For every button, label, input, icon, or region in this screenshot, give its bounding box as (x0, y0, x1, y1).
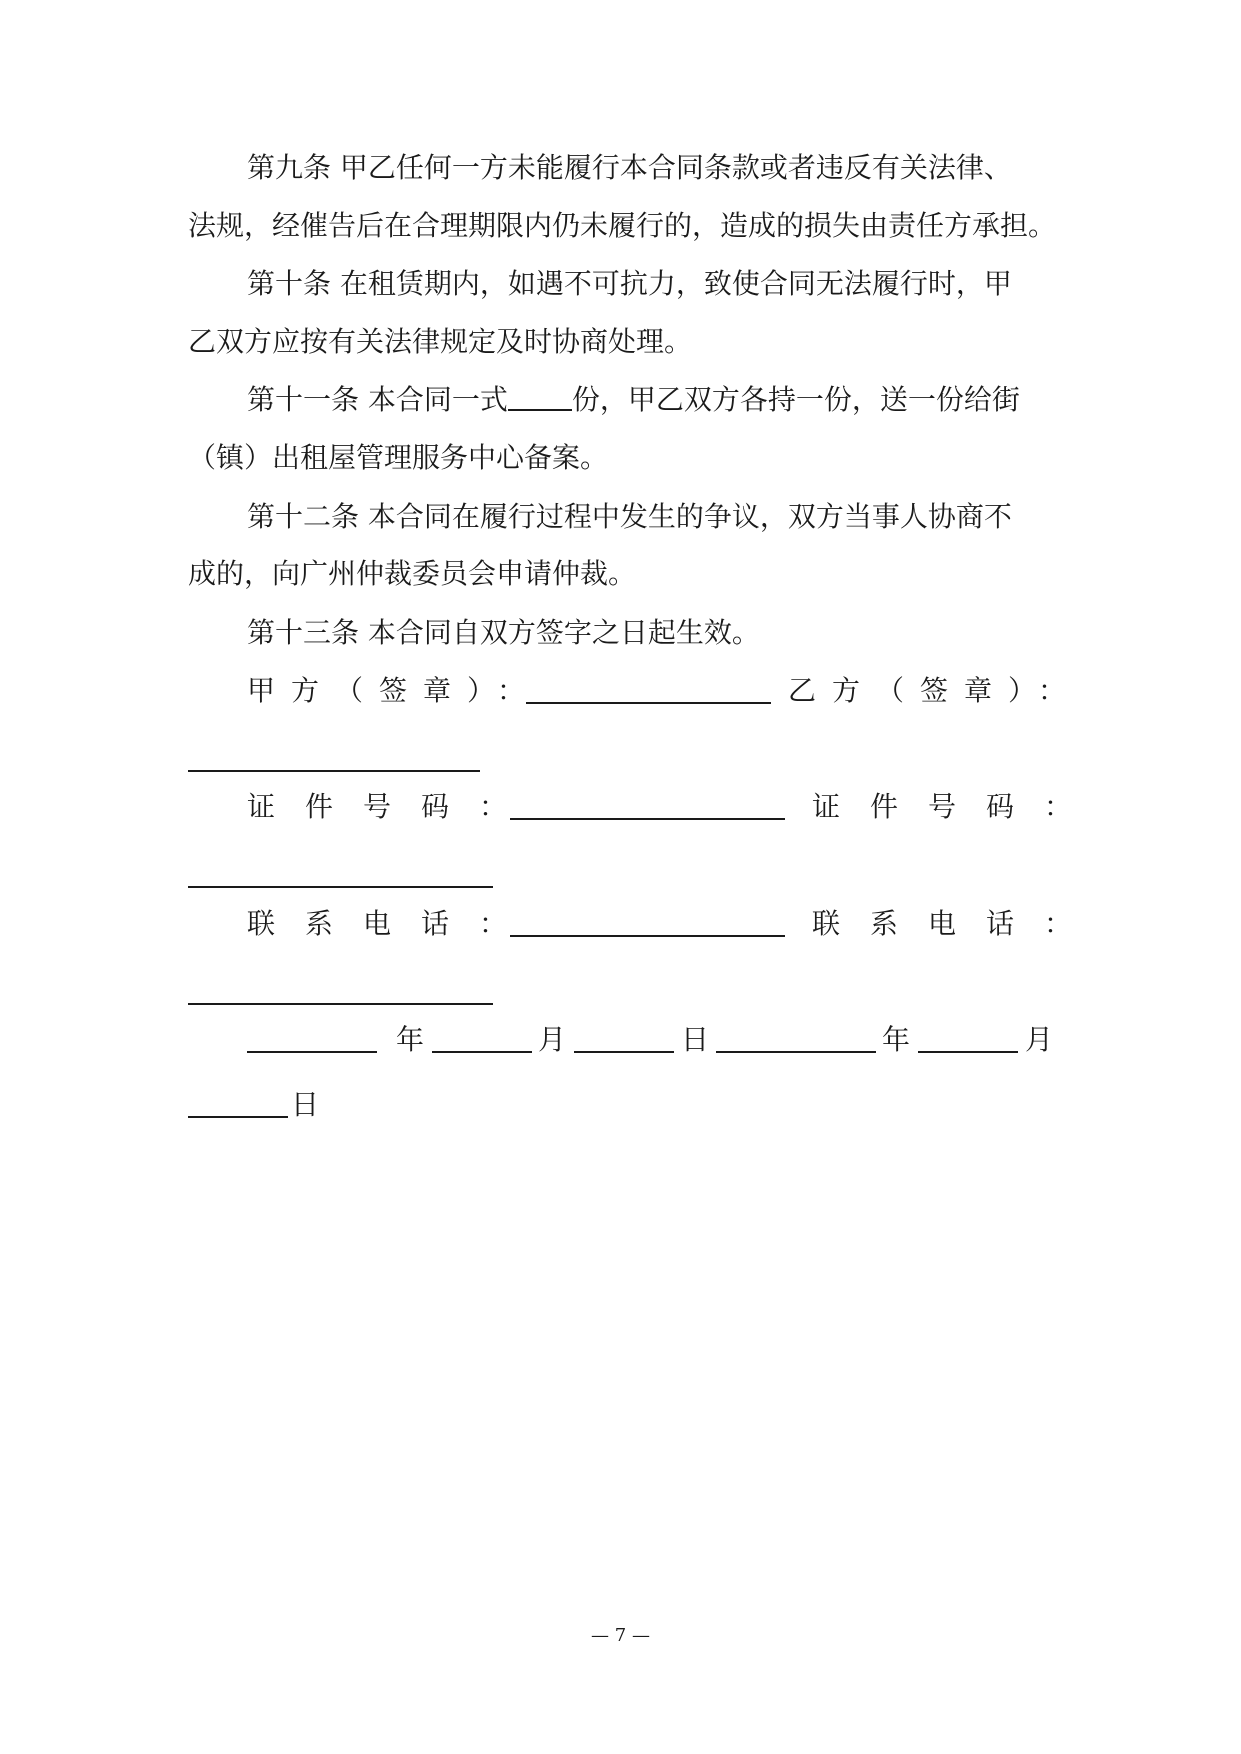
clause-11-line-2: （镇）出租屋管理服务中心备案。 (188, 441, 609, 474)
clause-9-line-2: 法规，经催告后在合理期限内仍未履行的，造成的损失由责任方承担。 (188, 209, 1057, 242)
id-a-label: 证件号码： (247, 790, 538, 823)
party-a-label: 甲方（签章）： (247, 674, 542, 707)
date-b-year-line[interactable] (716, 1051, 876, 1053)
date-a-day-line[interactable] (574, 1051, 674, 1053)
date-b-month-line[interactable] (918, 1051, 1018, 1053)
clause-10-line-1: 第十条 在租赁期内，如遇不可抗力，致使合同无法履行时，甲 (247, 267, 1012, 300)
clause-12-line-2: 成的，向广州仲裁委员会申请仲裁。 (188, 557, 637, 590)
clause-13-line-1: 第十三条 本合同自双方签字之日起生效。 (247, 616, 760, 649)
date-a-year-line[interactable] (247, 1051, 377, 1053)
date-b-year-label: 年 (882, 1023, 911, 1056)
phone-a-label: 联系电话： (247, 907, 538, 940)
clause-11-text-a: 第十一条 本合同一式 (247, 383, 508, 416)
clause-9-line-1: 第九条 甲乙任何一方未能履行本合同条款或者违反有关法律、 (247, 151, 1012, 184)
date-a-year-label: 年 (396, 1023, 425, 1056)
date-a-day-label: 日 (681, 1023, 710, 1056)
date-b-day-label: 日 (291, 1088, 320, 1121)
id-b-label: 证件号码： (812, 790, 1103, 823)
copies-blank[interactable] (508, 381, 572, 411)
date-a-month-label: 月 (538, 1023, 567, 1056)
phone-b-label: 联系电话： (812, 907, 1103, 940)
date-b-day-line[interactable] (188, 1116, 288, 1118)
party-b-label: 乙方（签章）： (788, 674, 1083, 707)
clause-12-line-1: 第十二条 本合同在履行过程中发生的争议，双方当事人协商不 (247, 500, 1012, 533)
clause-10-line-2: 乙双方应按有关法律规定及时协商处理。 (188, 325, 693, 358)
phone-b-line[interactable] (188, 1003, 493, 1005)
page-number: — 7 — (591, 1625, 650, 1646)
clause-11-text-b: 份，甲乙双方各持一份，送一份给街 (571, 383, 1020, 416)
id-b-line[interactable] (188, 886, 493, 888)
phone-a-line[interactable] (510, 935, 785, 937)
date-a-month-line[interactable] (432, 1051, 532, 1053)
id-a-line[interactable] (510, 818, 785, 820)
date-b-month-label: 月 (1025, 1023, 1054, 1056)
party-a-signature-line[interactable] (526, 702, 771, 704)
clause-11-line-1 (247, 380, 1117, 420)
party-b-signature-line[interactable] (188, 770, 480, 772)
